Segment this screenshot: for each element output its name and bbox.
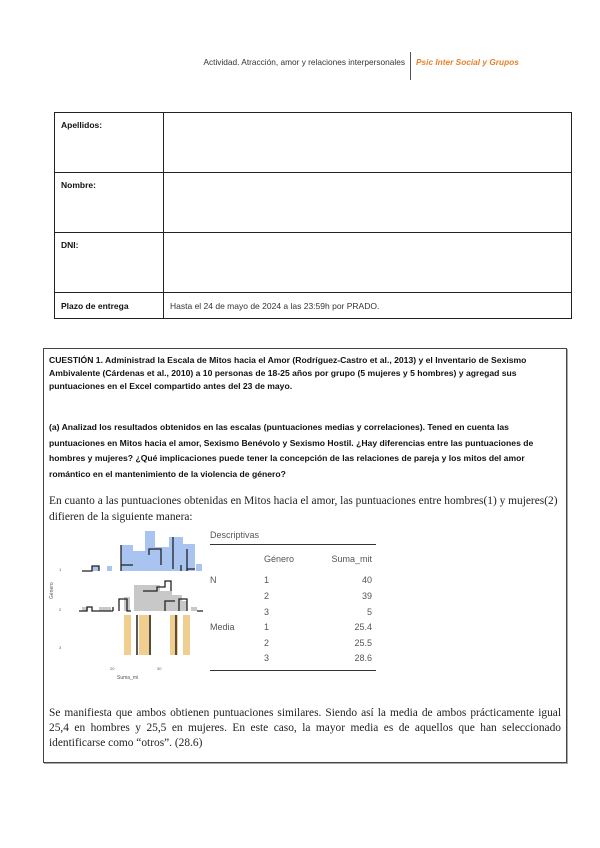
- answer-intro: En cuanto a las puntuaciones obtenidas en Mitos hacia el amor, las puntuaciones entre hombres(1) y mujeres(2) difieren de la siguiente manera:: [49, 495, 558, 523]
- table-row: [55, 233, 572, 293]
- deadline-value: Hasta el 24 de mayo de 2024 a las 23:59h por PRADO.: [164, 293, 572, 319]
- table-row: [55, 113, 572, 173]
- svg-text:3: 3: [59, 645, 62, 650]
- table-row: 2 25.5: [264, 637, 372, 648]
- descriptives-table: [210, 530, 376, 671]
- svg-text:Suma_mi: Suma_mi: [117, 675, 139, 681]
- table-bottom-rule: [210, 670, 376, 671]
- surname-label: Apellidos:: [55, 113, 164, 173]
- table-row: 3 5: [264, 606, 372, 617]
- question-box: [43, 348, 567, 763]
- table-row: N 1 40: [210, 575, 372, 586]
- svg-text:1: 1: [59, 567, 62, 572]
- svg-text:30: 30: [157, 666, 162, 671]
- series-2-bars: [82, 585, 197, 611]
- table-row: 3 28.6: [264, 653, 372, 664]
- table-row: Media 1 25.4: [210, 622, 372, 633]
- table-row: [55, 173, 572, 233]
- histogram-chart: [47, 529, 207, 689]
- question-part-a: (a) Analizad los resultados obtenidos en las escalas (puntuaciones medias y correlaciones). Tened en cuenta las puntuaciones en Mitos hacia el amor, Sexismo Benévolo y Sexismo Hostil. ¿Hay diferencias entre las puntuaciones de hombres y mujeres? ¿Qué implicaciones puede tener la concepción de las relaciones de pareja y los mitos del amor romántico en el mantenimiento de la violencia de género?: [49, 422, 534, 479]
- svg-text:2: 2: [59, 607, 62, 612]
- answer-conclusion: Se manifiesta que ambos obtienen puntuaciones similares. Siendo así la media de ambos prácticamente igual 25,4 en hombres y 25,5 en mujeres. En este caso, la mayor media es de aquellos que han seleccionado identificarse como “otros”. (28.6): [49, 707, 561, 749]
- header-divider: [410, 52, 411, 80]
- descriptives-title: Descriptivas: [210, 530, 376, 545]
- activity-title: Actividad. Atracción, amor y relaciones interpersonales: [203, 57, 405, 67]
- table-row: 2 39: [264, 590, 372, 601]
- question-title: CUESTIÓN 1. Administrad la Escala de Mitos hacia el Amor (Rodríguez-Castro et al., 2013) y el Inventario de Sexismo Ambivalente (Cárdenas et al., 2010) a 10 personas de 18-25 años por grupo (5 mujeres y 5 hombres) y agregad sus puntuaciones en el Excel compartido antes del 23 de mayo.: [49, 355, 527, 391]
- series-3-bars: [124, 615, 190, 655]
- name-field[interactable]: [164, 173, 572, 233]
- series-1-bars: [92, 531, 202, 571]
- dni-field[interactable]: [164, 233, 572, 293]
- surname-field[interactable]: [164, 113, 572, 173]
- table-row: [55, 293, 572, 319]
- student-info-table: [54, 112, 572, 319]
- name-label: Nombre:: [55, 173, 164, 233]
- col-header-group: Género: [264, 553, 295, 564]
- course-name: Psic Inter Social y Grupos: [416, 57, 519, 67]
- histogram-svg: [47, 529, 207, 689]
- svg-text:20: 20: [110, 666, 115, 671]
- col-header-var: Suma_mit: [331, 553, 372, 564]
- dni-label: DNI:: [55, 233, 164, 293]
- deadline-label: Plazo de entrega: [55, 293, 164, 319]
- svg-text:Género: Género: [49, 582, 55, 599]
- page-header: [0, 52, 600, 82]
